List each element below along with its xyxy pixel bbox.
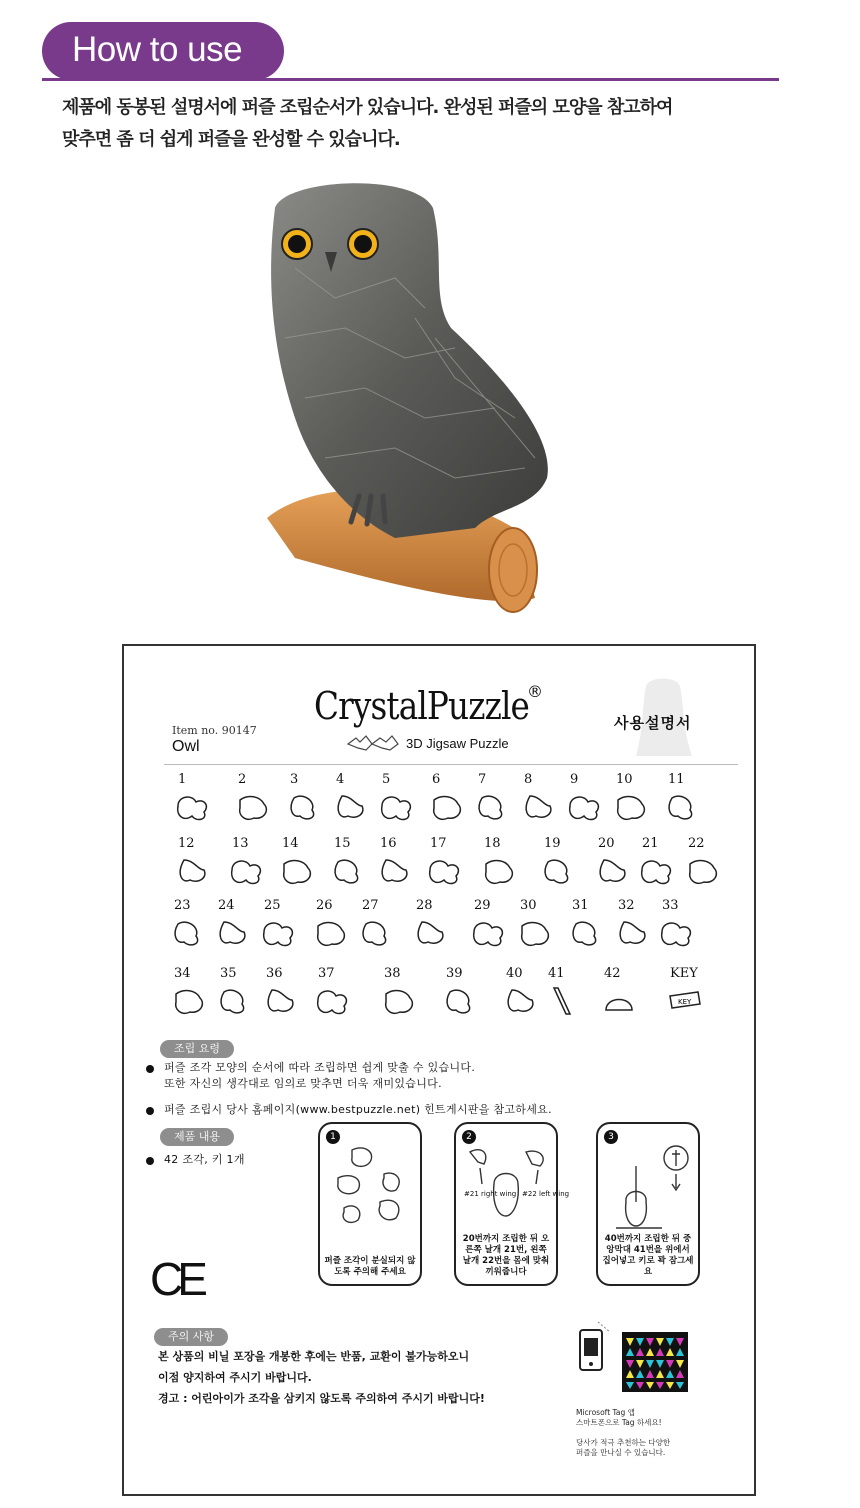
assembly-line-2: 또한 자신의 생각대로 임의로 맞추면 더욱 재미있습니다. <box>164 1077 442 1090</box>
piece-number: 20 <box>598 836 615 851</box>
wing-label-left: #22 left wing <box>522 1190 570 1198</box>
puzzle-piece-icon <box>330 856 368 886</box>
sub-brand: 3D Jigsaw Puzzle <box>406 736 509 751</box>
puzzle-piece-icon <box>262 986 300 1016</box>
manual-title: 사용설명서 <box>614 714 692 732</box>
puzzle-piece-icon <box>332 792 370 822</box>
tag-line-2: 스마트폰으로 Tag 하세요! <box>576 1418 662 1427</box>
intro-text <box>62 92 802 156</box>
piece-number: 25 <box>264 898 281 913</box>
puzzle-piece-icon <box>600 986 638 1016</box>
section-title-pill <box>42 22 284 80</box>
bullet <box>146 1157 154 1165</box>
item-number: Item no. 90147 <box>172 724 257 737</box>
piece-number: 38 <box>384 966 401 981</box>
assembly-line-1: 퍼즐 조각 모양의 순서에 따라 조립하면 쉽게 맞출 수 있습니다. <box>164 1061 476 1074</box>
key-lock-illustration <box>602 1144 696 1236</box>
puzzle-piece-icon <box>474 792 512 822</box>
piece-number: 41 <box>548 966 565 981</box>
puzzle-piece-icon <box>260 918 298 948</box>
puzzle-piece-icon <box>380 986 418 1016</box>
piece-number: 5 <box>382 772 391 787</box>
ce-mark: CE <box>150 1253 202 1305</box>
puzzle-piece-icon <box>170 918 208 948</box>
puzzle-piece-icon <box>426 856 464 886</box>
assembly-line-3: 퍼즐 조립시 당사 홈페이지(www.bestpuzzle.net) 힌트게시판을 참고하세요. <box>164 1103 552 1116</box>
step-card-3 <box>596 1122 700 1286</box>
piece-number: 29 <box>474 898 491 913</box>
step-caption: 20번까지 조립한 뒤 오른쪽 날개 21번, 왼쪽 날개 22번을 몸에 맞춰 끼워줍니다 <box>462 1234 550 1277</box>
piece-number: 3 <box>290 772 299 787</box>
assembly-label: 조립 요령 <box>160 1040 234 1058</box>
piece-number: 8 <box>524 772 533 787</box>
wing-assembly-illustration <box>460 1144 570 1236</box>
step-number: 1 <box>326 1130 340 1144</box>
svg-text:KEY: KEY <box>678 998 692 1006</box>
piece-number: 37 <box>318 966 335 981</box>
puzzle-piece-icon <box>566 792 604 822</box>
piece-number: 7 <box>478 772 487 787</box>
piece-number: 26 <box>316 898 333 913</box>
puzzle-piece-icon <box>516 918 554 948</box>
puzzle-piece-icon <box>174 792 212 822</box>
piece-number: 40 <box>506 966 523 981</box>
puzzle-piece-icon <box>664 792 702 822</box>
puzzle-piece-icon <box>502 986 540 1016</box>
puzzle-piece-icon <box>286 792 324 822</box>
step-number: 2 <box>462 1130 476 1144</box>
caution-line-1: 본 상품의 비닐 포장을 개봉한 후에는 반품, 교환이 불가능하오니 <box>158 1350 470 1363</box>
caution-line-2: 이점 양지하여 주시기 바랍니다. <box>158 1371 312 1384</box>
piece-number: 16 <box>380 836 397 851</box>
piece-number: 22 <box>688 836 705 851</box>
puzzle-piece-icon <box>540 856 578 886</box>
puzzle-piece-icon <box>412 918 450 948</box>
puzzle-piece-icon <box>658 918 696 948</box>
piece-number: 6 <box>432 772 441 787</box>
caution-label: 주의 사항 <box>154 1328 228 1346</box>
puzzle-piece-icon <box>594 856 632 886</box>
intro-line-1: 제품에 동봉된 설명서에 퍼즐 조립순서가 있습니다. 완성된 퍼즐의 모양을 참고하여 <box>62 97 673 118</box>
piece-number: 19 <box>544 836 561 851</box>
piece-number: 36 <box>266 966 283 981</box>
wing-label-right: #21 right wing <box>464 1190 517 1198</box>
puzzle-piece-icon <box>216 986 254 1016</box>
piece-grid <box>124 646 758 1046</box>
microsoft-tag-code <box>622 1332 688 1392</box>
piece-number: 30 <box>520 898 537 913</box>
piece-number: 31 <box>572 898 589 913</box>
piece-number: 39 <box>446 966 463 981</box>
step-caption: 퍼즐 조각이 분실되지 않도록 주의해 주세요 <box>324 1256 416 1277</box>
piece-number: 13 <box>232 836 249 851</box>
step-card-1 <box>318 1122 422 1286</box>
piece-number: 23 <box>174 898 191 913</box>
puzzle-piece-icon <box>544 986 582 1016</box>
piece-number: 32 <box>618 898 635 913</box>
puzzle-piece-icon <box>278 856 316 886</box>
piece-number: 35 <box>220 966 237 981</box>
piece-number: 11 <box>668 772 685 787</box>
piece-number: KEY <box>670 966 698 981</box>
piece-number: 27 <box>362 898 379 913</box>
piece-number: 12 <box>178 836 195 851</box>
intro-line-2: 맞추면 좀 더 쉽게 퍼즐을 완성할 수 있습니다. <box>62 129 400 150</box>
puzzle-piece-icon <box>470 918 508 948</box>
puzzle-piece-icon <box>568 918 606 948</box>
caution-line-3: 경고 : 어린아이가 조각을 삼키지 않도록 주의하여 주시기 바랍니다! <box>158 1392 485 1405</box>
contents-line: 42 조각, 키 1개 <box>164 1153 245 1166</box>
piece-number: 1 <box>178 772 187 787</box>
puzzle-piece-icon <box>314 986 352 1016</box>
caution-text <box>158 1346 485 1409</box>
step-caption: 40번까지 조립한 뒤 중앙막대 41번을 위에서 집어넣고 키로 꽉 잠그세요 <box>602 1234 694 1277</box>
puzzle-piece-icon <box>638 856 676 886</box>
tag-text <box>576 1408 662 1428</box>
section-title: How to use <box>72 30 243 69</box>
puzzle-piece-icon <box>442 986 480 1016</box>
puzzle-piece-icon <box>228 856 266 886</box>
contents-label: 제품 내용 <box>160 1128 234 1146</box>
puzzle-piece-icon <box>358 918 396 948</box>
tag-line-3: 당사가 적극 추천하는 다양한 <box>576 1438 671 1447</box>
recommend-text <box>576 1438 670 1458</box>
smartphone-icon <box>576 1322 612 1382</box>
piece-number: 21 <box>642 836 659 851</box>
piece-number: 17 <box>430 836 447 851</box>
puzzle-piece-icon <box>520 792 558 822</box>
tag-line-1: Microsoft Tag 앱 <box>576 1408 635 1417</box>
puzzle-piece-icon <box>480 856 518 886</box>
piece-number: 9 <box>570 772 579 787</box>
puzzle-piece-icon <box>170 986 208 1016</box>
piece-number: 33 <box>662 898 679 913</box>
piece-number: 24 <box>218 898 235 913</box>
piece-number: 28 <box>416 898 433 913</box>
puzzle-piece-icon <box>428 792 466 822</box>
section-divider <box>42 78 779 81</box>
brand-logo: CrystalPuzzle <box>314 684 530 728</box>
puzzle-piece-icon <box>234 792 272 822</box>
piece-number: 10 <box>616 772 633 787</box>
puzzle-piece-icon <box>214 918 252 948</box>
piece-number: 4 <box>336 772 345 787</box>
puzzle-piece-icon <box>684 856 722 886</box>
piece-number: 14 <box>282 836 299 851</box>
piece-number: 15 <box>334 836 351 851</box>
piece-number: 34 <box>174 966 191 981</box>
step-number: 3 <box>604 1130 618 1144</box>
piece-number: 2 <box>238 772 247 787</box>
piece-number: 42 <box>604 966 621 981</box>
piece-number: 18 <box>484 836 501 851</box>
item-name: Owl <box>172 738 200 755</box>
step-card-2 <box>454 1122 570 1286</box>
instruction-sheet <box>122 644 756 1496</box>
bullet <box>146 1065 154 1073</box>
puzzle-piece-icon <box>312 918 350 948</box>
tag-line-4: 퍼즐을 만나실 수 있습니다. <box>576 1448 666 1457</box>
puzzle-piece-icon <box>612 792 650 822</box>
puzzle-piece-icon <box>614 918 652 948</box>
puzzle-piece-icon <box>666 986 704 1016</box>
puzzle-piece-icon <box>376 856 414 886</box>
puzzle-piece-icon <box>174 856 212 886</box>
registered-mark: ® <box>527 682 543 701</box>
puzzle-piece-icon <box>378 792 416 822</box>
owl-puzzle-photo <box>255 178 565 626</box>
bullet <box>146 1107 154 1115</box>
loose-pieces-illustration <box>324 1144 418 1236</box>
